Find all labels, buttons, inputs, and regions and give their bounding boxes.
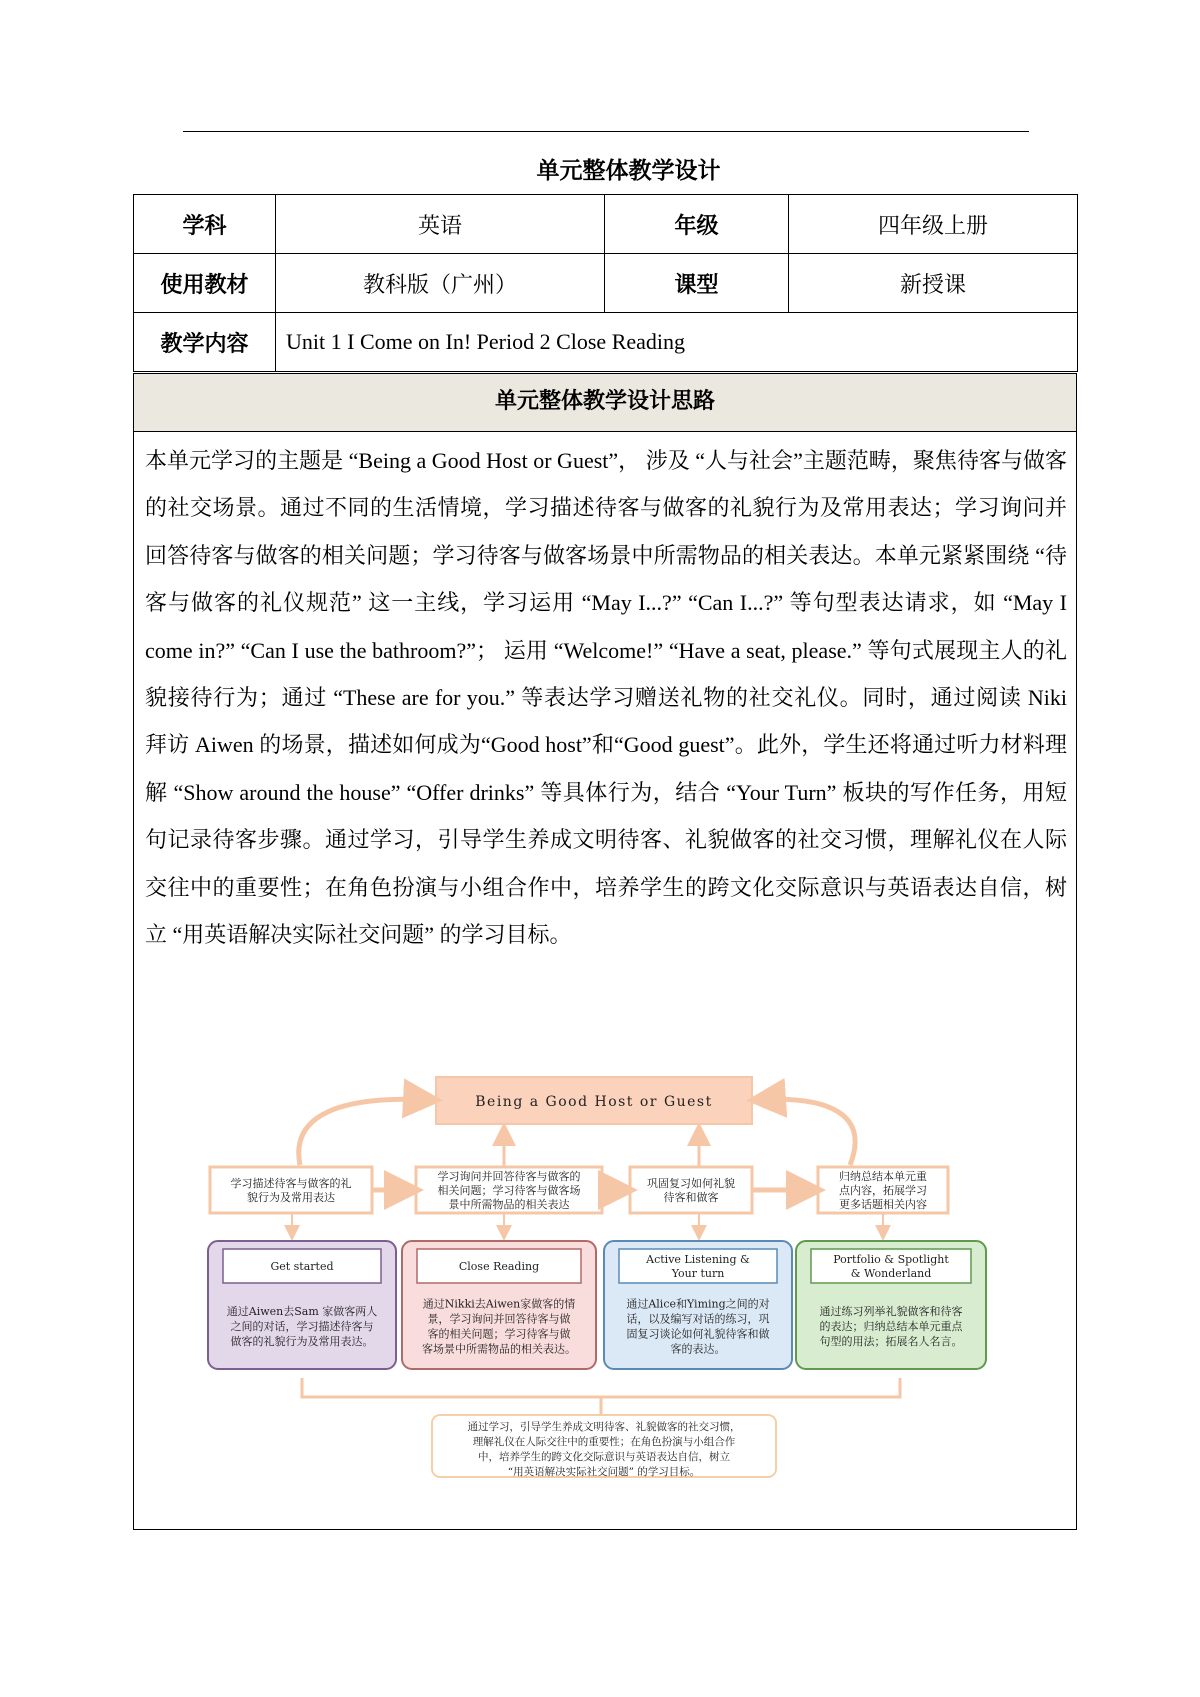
period-desc: 客的相关问题；学习待客与做 <box>427 1327 571 1341</box>
period-title: Your turn <box>671 1267 725 1280</box>
period-desc: 做客的礼貌行为及常用表达。 <box>230 1335 374 1348</box>
period-title: Close Reading <box>458 1260 540 1273</box>
period-desc: 句型的用法；拓展名人名言。 <box>819 1335 963 1348</box>
table-row <box>134 254 1078 313</box>
period-desc: 景，学习询问并回答待客与做 <box>427 1312 571 1326</box>
goal-text: 学习询问并回答待客与做客的 <box>437 1170 581 1183</box>
goal-text: 貌行为及常用表达 <box>247 1191 335 1204</box>
period-title: Active Listening & <box>646 1253 750 1266</box>
period-desc: 的表达；归纳总结本单元重点 <box>819 1320 963 1333</box>
goal-text: 点内容，拓展学习 <box>839 1184 927 1197</box>
goal-text: 学习描述待客与做客的礼 <box>230 1177 352 1190</box>
textbook-value: 教科版（广州） <box>276 254 605 313</box>
period-desc: 客的表达。 <box>670 1342 726 1356</box>
info-table <box>133 194 1078 372</box>
textbook-label: 使用教材 <box>134 254 276 313</box>
section-title: 单元整体教学设计思路 <box>133 373 1077 432</box>
goal-text: 归纳总结本单元重 <box>839 1170 927 1183</box>
period-desc: 固复习谈论如何礼貌待客和做 <box>626 1327 770 1341</box>
goal-text: 巩固复习如何礼貌 <box>647 1177 735 1190</box>
period-title: & Wonderland <box>850 1267 932 1280</box>
design-paragraph: 本单元学习的主题是 “Being a Good Host or Guest”， 涉及 “人与社会”主题范畴，聚焦待客与做客的社交场景。通过不同的生活情境，学习描述待客与做客的礼貌行为及常用表达；学习询问并回答待客与做客的相关问题；学习待客与做客场景中所需物品的相关表达。本单元紧紧围绕 “待客与做客的礼仪规范” 这一主线，学习运用 “May I...?” “Can I...?” 等句型表达请求，如 “May I come in?” “Can I use the bathroom?”； 运用 “Welcome!” “Have a seat, please.” 等句式展现主人的礼貌接待行为；通过 “These are for you.” 等表达学习赠送礼物的社交礼仪。同时，通过阅读 Niki 拜访 Aiwen 的场景，描述如何成为“Good host”和“Good guest”。此外，学生还将通过听力材料理解 “Show around the house” “Offer drinks” 等具体行为，结合 “Your Turn” 板块的写作任务，用短句记录待客步骤。通过学习，引导学生养成文明待客、礼貌做客的社交习惯，理解礼仪在人际交往中的重要性；在角色扮演与小组合作中，培养学生的跨文化交际意识与英语表达自信，树立 “用英语解决实际社交问题” 的学习目标。 <box>145 448 1067 948</box>
grade-label: 年级 <box>605 195 789 254</box>
grade-value: 四年级上册 <box>789 195 1078 254</box>
goal-text: 相关问题；学习待客与做客场 <box>437 1184 581 1197</box>
unit-design-diagram <box>190 1075 1020 1505</box>
table-row <box>134 313 1078 372</box>
summary-text: “用英语解决实际社交问题” 的学习目标。 <box>507 1466 701 1478</box>
period-desc: 话，以及编写对话的练习，巩 <box>626 1312 770 1326</box>
curve-arrow-left <box>299 1099 433 1165</box>
summary-text: 通过学习，引导学生养成文明待客、礼貌做客的社交习惯， <box>467 1421 741 1433</box>
period-desc: 通过Alice和Yiming之间的对 <box>626 1297 770 1311</box>
period-desc: 通过Nikki去Aiwen家做客的情 <box>422 1297 576 1311</box>
summary-text: 理解礼仪在人际交往中的重要性；在角色扮演与小组合作 <box>472 1436 736 1448</box>
period-desc: 之间的对话，学习描述待客与 <box>230 1320 374 1333</box>
subject-value: 英语 <box>276 195 605 254</box>
header-rule <box>183 131 1029 132</box>
lesson-type-label: 课型 <box>605 254 789 313</box>
goal-text: 更多话题相关内容 <box>839 1198 927 1211</box>
theme-title: Being a Good Host or Guest <box>475 1094 713 1110</box>
content-label: 教学内容 <box>134 313 276 372</box>
period-title: Portfolio & Spotlight <box>833 1253 949 1266</box>
summary-text: 中，培养学生的跨文化交际意识与英语表达自信，树立 <box>478 1451 730 1463</box>
goal-text: 景中所需物品的相关表达 <box>448 1198 570 1211</box>
period-desc: 客场景中所需物品的相关表达。 <box>422 1342 576 1356</box>
goal-box <box>630 1167 752 1213</box>
content-value: Unit 1 I Come on In! Period 2 Close Reading <box>276 313 1078 372</box>
curve-arrow-right <box>756 1099 855 1165</box>
period-desc: 通过Aiwen去Sam 家做客两人 <box>226 1305 378 1318</box>
goal-text: 待客和做客 <box>663 1191 719 1204</box>
goal-box <box>210 1167 372 1213</box>
subject-label: 学科 <box>134 195 276 254</box>
summary-bracket <box>302 1378 900 1397</box>
table-row <box>134 195 1078 254</box>
period-title: Get started <box>270 1260 334 1273</box>
lesson-type-value: 新授课 <box>789 254 1078 313</box>
period-desc: 通过练习列举礼貌做客和待客 <box>819 1305 963 1318</box>
document-title: 单元整体教学设计 <box>536 158 721 184</box>
